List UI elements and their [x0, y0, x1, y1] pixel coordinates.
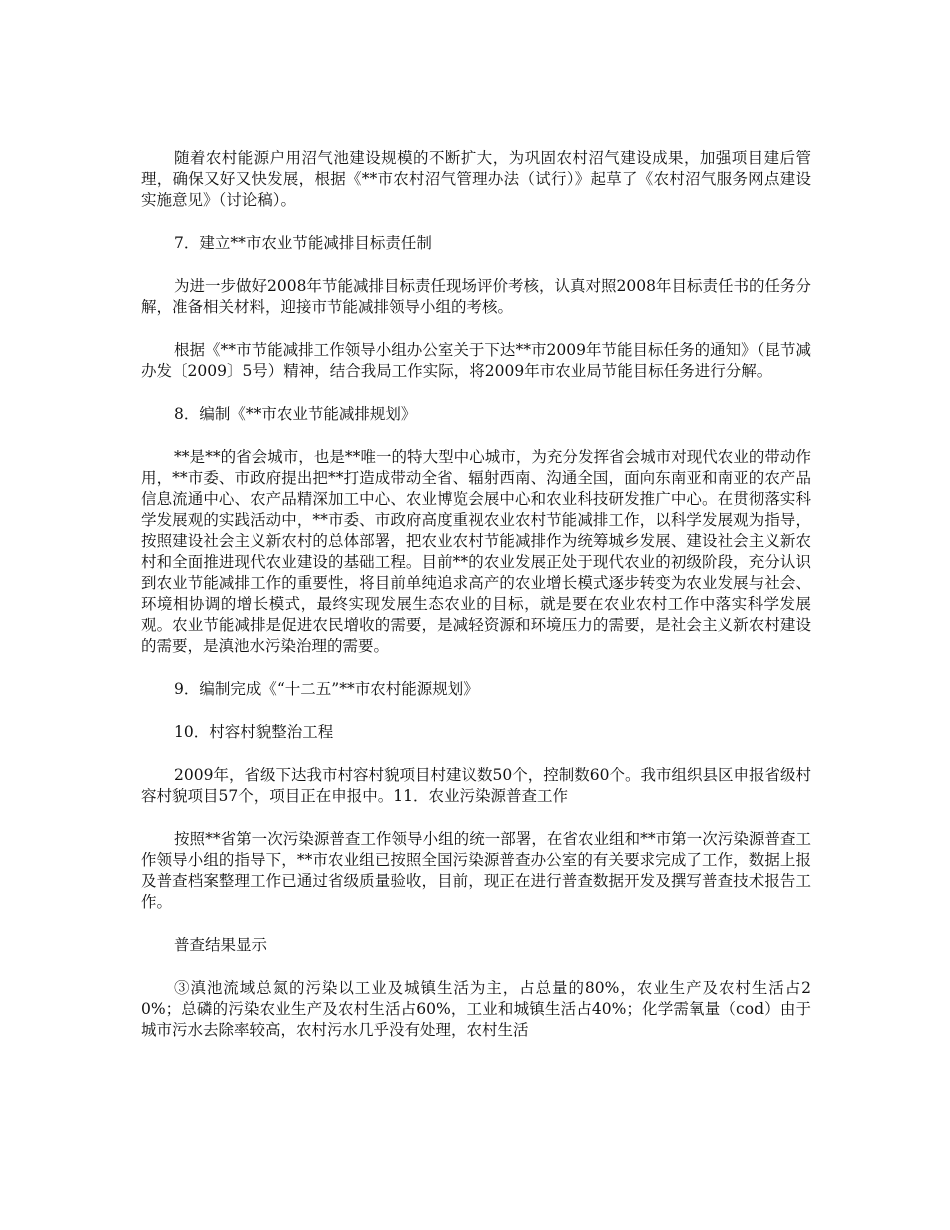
paragraph-2009-targets: 根据《**市节能减排工作领导小组办公室关于下达**市2009年节能目标任务的通知》（昆节减办发〔2009〕5号）精神，结合我局工作实际，将2009年市农业局节能目标任务进行分解。 — [141, 341, 811, 380]
section-heading-8: 8．编制《**市农业节能减排规划》 — [174, 405, 417, 423]
document-body — [141, 148, 811, 1063]
section-heading-results: 普查结果显示 — [174, 936, 268, 954]
paragraph-dianchi-results: ③滇池流域总氮的污染以工业及城镇生活为主，占总量的80%，农业生产及农村生活占20%；总磷的污染农业生产及农村生活占60%，工业和城镇生活占40%；化学需氧量（cod）由于城市污水去除率较高，农村污水几乎没有处理，农村生活 — [141, 979, 811, 1039]
paragraph-pollution-census: 按照**省第一次污染源普查工作领导小组的统一部署，在省农业组和**市第一次污染源普查工作领导小组的指导下，**市农业组已按照全国污染源普查办公室的有关要求完成了工作，数据上报及普查档案整理工作已通过省级质量验收，目前，现正在进行普查数据开发及撰写普查技术报告工作。 — [141, 830, 811, 911]
section-heading-9: 9．编制完成《“十二五”**市农村能源规划》 — [174, 680, 479, 698]
paragraph-biogas-service: 随着农村能源户用沼气池建设规模的不断扩大，为巩固农村沼气建设成果，加强项目建后管理，确保又好又快发展，根据《**市农村沼气管理办法（试行）》起草了《农村沼气服务网点建设实施意见》（讨论稿）。 — [141, 149, 811, 209]
paragraph-energy-saving-plan: **是**的省会城市，也是**唯一的特大型中心城市，为充分发挥省会城市对现代农业的带动作用，**市委、市政府提出把**打造成带动全省、辐射西南、沟通全国，面向东南亚和南亚的农产品信息流通中心、农产品精深加工中心、农业博览会展中心和农业科技研发推广中心。在贯彻落实科学发展观的实践活动中，**市委、市政府高度重视农业农村节能减排工作，以科学发展观为指导，按照建设社会主义新农村的总体部署，把农业农村节能减排作为统筹城乡发展、建设社会主义新农村和全面推进现代农业建设的基础工程。目前**的农业发展正处于现代农业的初级阶段，充分认识到农业节能减排工作的重要性，将目前单纯追求高产的农业增长模式逐步转变为农业发展与社会、环境相协调的增长模式，最终实现发展生态农业的目标，就是要在农业农村工作中落实科学发展观。农业节能减排是促进农民增收的需要，是减轻资源和环境压力的需要，是社会主义新农村建设的需要，是滇池水污染治理的需要。 — [141, 448, 811, 655]
section-heading-7: 7．建立**市农业节能减排目标责任制 — [174, 234, 432, 252]
paragraph-2008-assessment: 为进一步做好2008年节能减排目标责任现场评价考核，认真对照2008年目标责任书的任务分解，准备相关材料，迎接市节能减排领导小组的考核。 — [141, 277, 811, 316]
section-heading-10: 10．村容村貌整治工程 — [174, 723, 334, 741]
paragraph-village-projects: 2009年，省级下达我市村容村貌项目村建议数50个，控制数60个。我市组织县区申报省级村容村貌项目57个，项目正在申报中。11．农业污染源普查工作 — [141, 766, 811, 805]
